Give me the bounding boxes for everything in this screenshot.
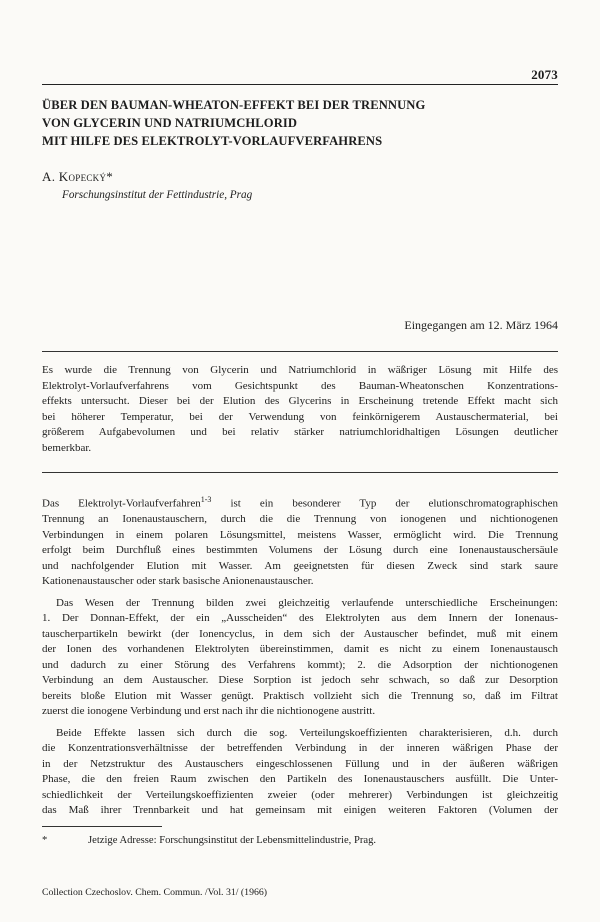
title-line-2: VON GLYCERIN UND NATRIUMCHLORID [42,116,298,130]
paragraph-3-line: Beide Effekte lassen sich durch die sog. Verteilungskoeffizienten charakterisieren, d.h. durch [56,726,558,739]
abstract [42,363,558,457]
footnote [42,835,558,846]
paragraph-3-line: die Konzentrationsverhältnisse der betreffenden Verbindung in der inneren wäßrigen Phase der [42,742,558,755]
received-date: Eingegangen am 12. März 1964 [404,318,558,332]
footnote-text: Jetzige Adresse: Forschungsinstitut der Lebensmittelindustrie, Prag. [88,835,377,846]
paragraph-3-line: schiedlichkeit der Verteilungskoeffizienten zweier (oder mehrerer) Verbindungen ist gleichzeitig [42,788,558,801]
footnote-rule [42,826,162,827]
footnote-mark: * [42,835,48,846]
paragraph-2-line: 1. Der Donnan-Effekt, der ein „Ausscheiden“ des Elektrolyten aus dem Innern der Ionenaus- [42,612,558,625]
article-title [42,96,562,150]
paragraph-3-line: das Maß ihrer Trennbarkeit und hat gemeinsam mit einigen weiteren Faktoren (Volumen der [42,804,558,817]
paragraph-2-line: bereits bloße Elution mit Wasser genügt. Praktisch vollzieht sich die Trennung so, daß im Filtrat [42,689,558,702]
abstract-line: bei höherer Temperatur, bei der Verwendung von feinkörnigerem Austauschermaterial, bei [42,410,558,423]
paragraph-1-line [42,492,558,512]
paragraph-1-line: erfolgt beim Durchfluß eines bestimmten Volumens der Lösung durch eine Ionenaustauschersäule [42,544,558,557]
p1-lead-text: Das Elektrolyt-Vorlaufverfahren [42,497,201,510]
journal-reference: Collection Czechoslov. Chem. Commun. /Vol. 31/ (1966) [42,887,268,898]
paragraph-1-line: Kationenaustauscher oder stark basische Anionenaustauscher. [42,575,314,588]
p1-lead-rest: ist ein besonderer Typ der elutionschromatographischen [211,497,558,510]
abstract-line: Elektrolyt-Vorlaufverfahrens vom Gesichtspunkt des Bauman-Wheatonschen Konzentrations- [42,379,558,392]
paragraph-2-line: der Ionen des vorhandenen Elektrolyten übereinstimmen, damit es nicht zu einem Ionenaustausch [42,643,558,656]
paragraph-2-line: Verbindung an dem Austauscher. Diese Sorption ist jedoch sehr schwach, so daß zur Desorption [42,674,558,687]
abstract-top-rule [42,351,558,352]
paragraph-3-line: Phase, die den freien Raum zwischen den Partikeln des Ionenaustauschers ausfüllt. Die Unter- [42,773,558,786]
abstract-line: effekts untersucht. Dieser bei der Elution des Glycerins in Erscheinung tretende Effekt macht sich [42,395,558,408]
abstract-line: größerem Aufgabevolumen und bei relativ stärker natriumchloridhaltigen Lösungen deutlicher [42,426,558,439]
paragraph-2-line: zuerst die ionogene Verbindung und erst nach ihr die nichtionogene austritt. [42,705,376,718]
paragraph-2-line: tauscherpartikeln bewirkt (der Ionencyclus, in dem sich der Austauscher befindet, muß mit einem [42,627,558,640]
paragraph-3-line: in der Netzstruktur des Austauschers eingeschlossenen Füllung und in der äußeren wäßrigen [42,757,558,770]
abstract-line: bemerkbar. [42,441,92,454]
abstract-line: Es wurde die Trennung von Glycerin und Natriumchlorid in wäßriger Lösung mit Hilfe des [42,364,558,376]
page-number: 2073 [531,67,558,82]
paragraph-1-line: und nachfolgender Elution mit Wasser. Am geeignetsten für diesen Zweck sind stark saure [42,559,558,572]
paragraph-2-line: und dadurch zu einer Störung des Verfahrens kommt); 2. die Adsorption der nichtionogenen [42,658,558,671]
affiliation: Forschungsinstitut der Fettindustrie, Prag [62,189,253,201]
title-line-1: ÜBER DEN BAUMAN-WHEATON-EFFEKT BEI DER TRENNUNG [42,98,426,112]
paragraph-2-line: Das Wesen der Trennung bilden zwei gleichzeitig verlaufende unterschiedliche Erscheinungen: [56,596,558,609]
header-rule [42,84,558,85]
abstract-bottom-rule [42,472,558,473]
title-line-3: MIT HILFE DES ELEKTROLYT-VORLAUFVERFAHRENS [42,134,383,148]
body-text [42,492,558,819]
paragraph-1-line: Trennung an Ionenaustauschern, durch die die Trennung von ionogenen und nichtionogenen [42,513,558,526]
paragraph-1-line: Verbindungen in einem polaren Lösungsmittel, meistens Wasser, ermöglicht wird. Die Trennung [42,528,558,541]
reference-superscript: 1-3 [200,495,212,504]
author: A. Kopecký* [42,169,114,184]
